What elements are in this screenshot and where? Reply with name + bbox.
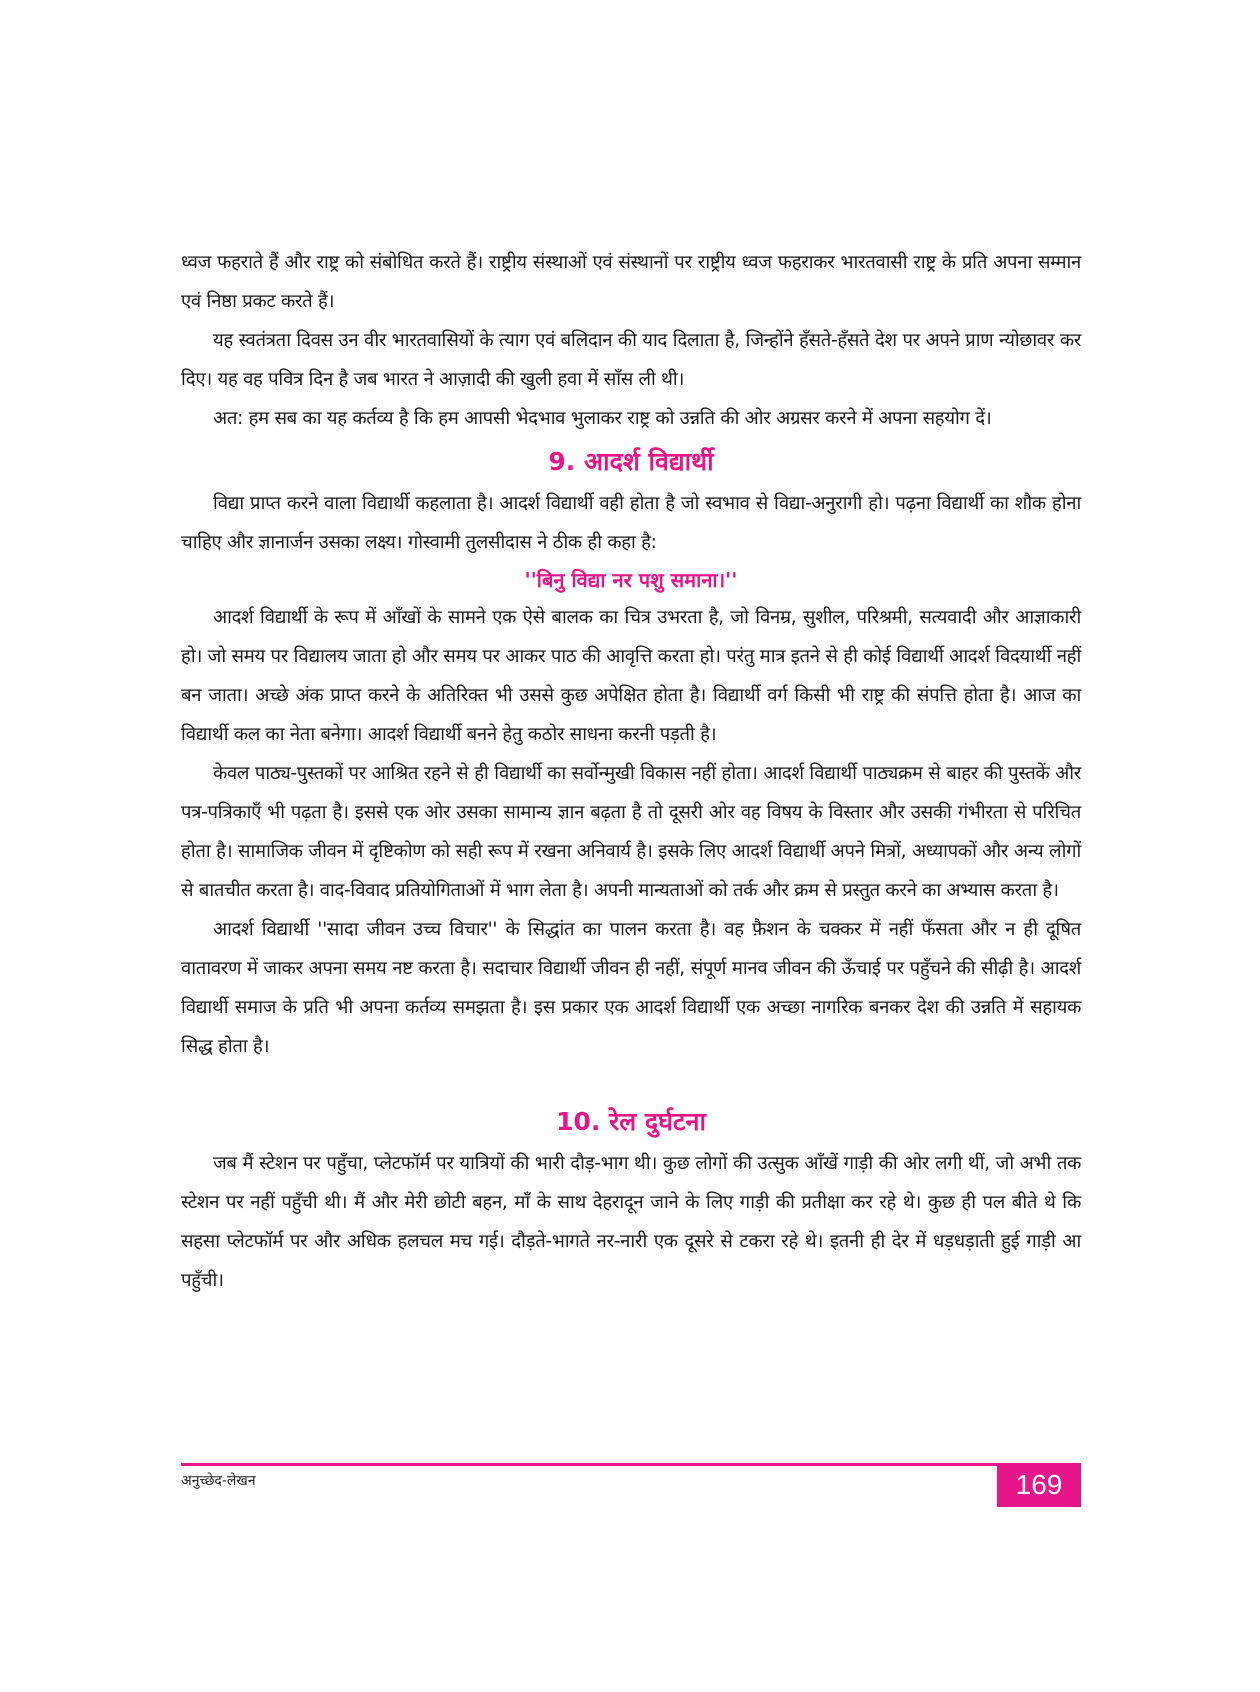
- paragraph-ideal-student-intro: विद्या प्राप्त करने वाला विद्यार्थी कहलाता है। आदर्श विद्यार्थी वही होता है जो स्वभाव से विद्या-अनुरागी हो। पढ़ना विद्यार्थी का शौक होना चाहिए और ज्ञानार्जन उसका लक्ष्य। गोस्वामी तुलसीदास ने ठीक ही कहा है:: [181, 493, 1081, 553]
- paragraph-independence-sacrifice: यह स्वतंत्रता दिवस उन वीर भारतवासियों के त्याग एवं बलिदान की याद दिलाता है, जिन्होंने हँसते-हँसते देश पर अपने प्राण न्योछावर कर दिए। यह वह पवित्र दिन है जब भारत ने आज़ादी की खुली हवा में साँस ली थी।: [181, 330, 1081, 390]
- paragraph-rail-accident: जब मैं स्टेशन पर पहुँचा, प्लेटफॉर्म पर यात्रियों की भारी दौड़-भाग थी। कुछ लोगों की उत्सुक आँखें गाड़ी की ओर लगी थीं, जो अभी तक स्टेशन पर नहीं पहुँची थी। मैं और मेरी छोटी बहन, माँ के साथ देहरादून जाने के लिए गाड़ी की प्रतीक्षा कर रहे थे। कुछ ही पल बीते थे कि सहसा प्लेटफॉर्म पर और अधिक हलचल मच गई। दौड़ते-भागते नर-नारी एक दूसरे से टकरा रहे थे। इतनी ही देर में धड़धड़ाती हुई गाड़ी आ पहुँची।: [181, 1153, 1081, 1291]
- paragraph-duty: अत: हम सब का यह कर्तव्य है कि हम आपसी भेदभाव भुलाकर राष्ट्र को उन्नति की ओर अग्रसर करने में अपना सहयोग दें।: [213, 408, 992, 429]
- paragraph-ideal-student-qualities: आदर्श विद्यार्थी के रूप में आँखों के सामने एक ऐसे बालक का चित्र उभरता है, जो विनम्र, सुशील, परिश्रमी, सत्यवादी और आज्ञाकारी हो। जो समय पर विद्यालय जाता हो और समय पर आकर पाठ की आवृत्ति करता हो। परंतु मात्र इतने से ही कोई विद्यार्थी आदर्श विदयार्थी नहीं बन जाता। अच्छे अंक प्राप्त करने के अतिरिक्त भी उससे कुछ अपेक्षित होता है। विद्यार्थी वर्ग किसी भी राष्ट्र की संपत्ति होता है। आज का विद्यार्थी कल का नेता बनेगा। आदर्श विद्यार्थी बनने हेतु कठोर साधना करनी पड़ती है।: [181, 607, 1081, 745]
- page-footer: [181, 1463, 1081, 1507]
- paragraph-ideal-student-simple-living: आदर्श विद्यार्थी ''सादा जीवन उच्च विचार'' के सिद्धांत का पालन करता है। वह फ़ैशन के चक्कर में नहीं फँसता और न ही दूषित वातावरण में जाकर अपना समय नष्ट करता है। सदाचार विद्यार्थी जीवन ही नहीं, संपूर्ण मानव जीवन की ऊँचाई पर पहुँचने की सीढ़ी है। आदर्श विद्यार्थी समाज के प्रति भी अपना कर्तव्य समझता है। इस प्रकार एक आदर्श विद्यार्थी एक अच्छा नागरिक बनकर देश की उन्नति में सहायक सिद्ध होता है।: [181, 919, 1081, 1057]
- paragraph-flag-hoisting: ध्वज फहराते हैं और राष्ट्र को संबोधित करते हैं। राष्ट्रीय संस्थाओं एवं संस्थानों पर राष्ट्रीय ध्वज फहराकर भारतवासी राष्ट्र के प्रति अपना सम्मान एवं निष्ठा प्रकट करते हैं।: [181, 252, 1081, 312]
- tulsidas-quote: ''बिनु विद्या नर पशु समाना।'': [524, 568, 738, 592]
- page-number: 169: [997, 1463, 1081, 1507]
- section-heading-rail-accident: 10. रेल दुर्घटना: [556, 1107, 706, 1136]
- page-content: [181, 243, 1081, 1300]
- paragraph-ideal-student-reading: केवल पाठ्य-पुस्तकों पर आश्रित रहने से ही विद्यार्थी का सर्वोन्मुखी विकास नहीं होता। आदर्श विद्यार्थी पाठ्यक्रम से बाहर की पुस्तकें और पत्र-पत्रिकाएँ भी पढ़ता है। इससे एक ओर उसका सामान्य ज्ञान बढ़ता है तो दूसरी ओर वह विषय के विस्तार और उसकी गंभीरता से परिचित होता है। सामाजिक जीवन में दृष्टिकोण को सही रूप में रखना अनिवार्य है। इसके लिए आदर्श विद्यार्थी अपने मित्रों, अध्यापकों और अन्य लोगों से बातचीत करता है। वाद-विवाद प्रतियोगिताओं में भाग लेता है। अपनी मान्यताओं को तर्क और क्रम से प्रस्तुत करने का अभ्यास करता है।: [181, 763, 1081, 901]
- footer-divider: [181, 1463, 1081, 1466]
- footer-chapter-title: अनुच्छेद-लेखन: [181, 1473, 256, 1489]
- section-heading-ideal-student: 9. आदर्श विद्यार्थी: [548, 447, 714, 476]
